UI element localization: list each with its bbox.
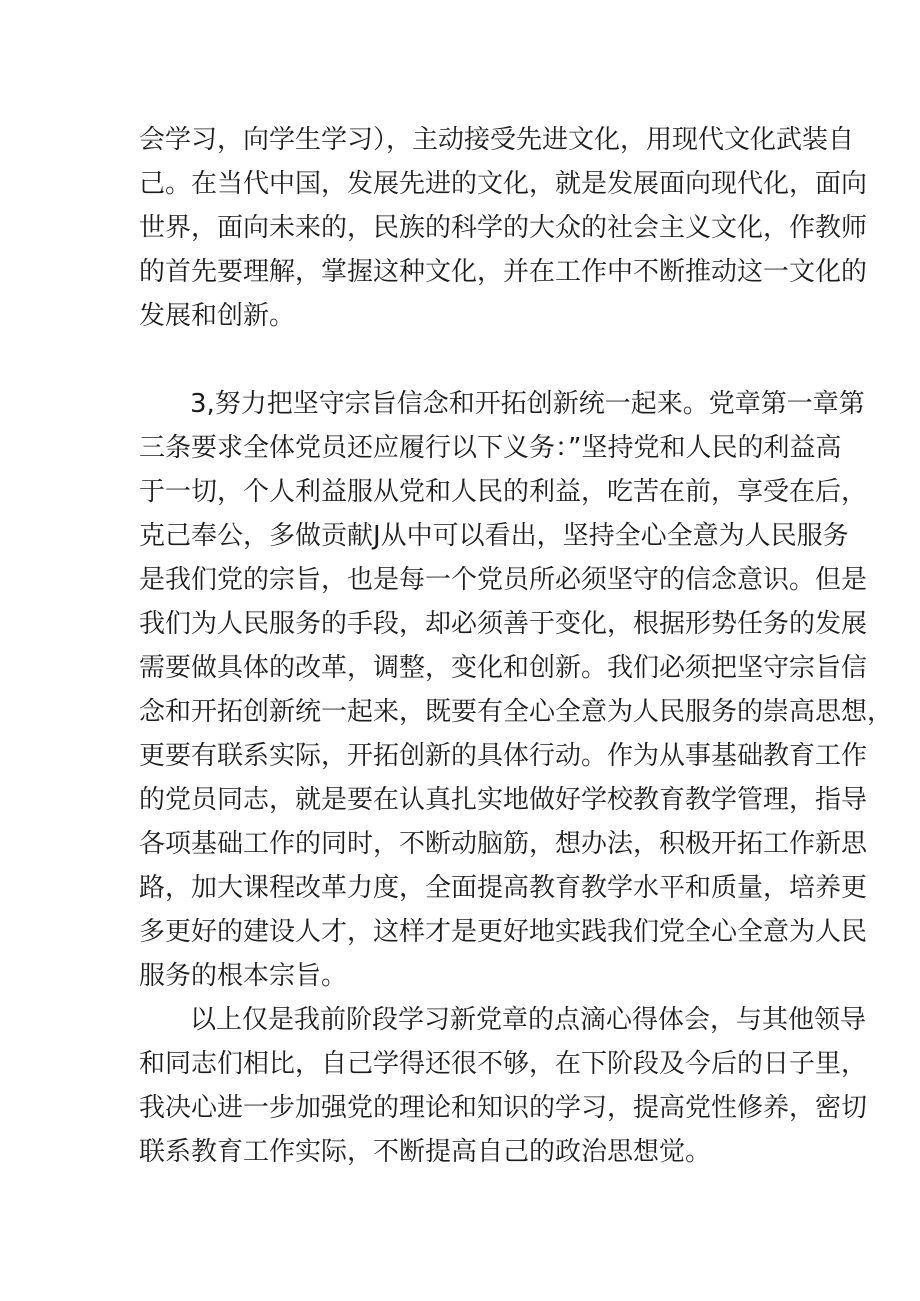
text-line: 联系教育工作实际，不断提高自己的政治思想觉。 <box>139 1137 712 1167</box>
text-line: 的首先要理解，掌握这种文化，并在工作中不断推动这一文化的 <box>139 257 868 287</box>
text-line: 以上仅是我前阶段学习新党章的点滴心得体会，与其他领导 <box>190 1005 867 1035</box>
text-line: 需要做具体的改革，调整，变化和创新。我们必须把坚守宗旨信 <box>139 653 868 683</box>
text-line: 的党员同志，就是要在认真扎实地做好学校教育教学管理，指导 <box>139 785 868 815</box>
text-line: 会学习，向学生学习），主动接受先进文化，用现代文化武装自 <box>139 125 855 155</box>
text-line: 多更好的建设人才，这样才是更好地实践我们党全心全意为人民 <box>139 917 868 947</box>
text-line: 是我们党的宗旨，也是每一个党员所必须坚守的信念意识。但是 <box>139 565 868 595</box>
text-line: 各项基础工作的同时，不断动脑筋，想办法，积极开拓工作新思 <box>139 829 868 859</box>
text-line: 3,努力把坚守宗旨信念和开拓创新统一起来。党章第一章第 <box>190 389 865 419</box>
text-line: 于一切，个人利益服从党和人民的利益，吃苦在前，享受在后， <box>139 477 868 507</box>
text-line: 和同志们相比，自己学得还很不够，在下阶段及今后的日子里， <box>139 1049 868 1079</box>
text-line: 三条要求全体党员还应履行以下义务：”坚持党和人民的利益高 <box>139 433 842 463</box>
text-line: 我决心进一步加强党的理论和知识的学习，提高党性修养，密切 <box>139 1093 868 1123</box>
text-line: 更要有联系实际，开拓创新的具体行动。作为从事基础教育工作 <box>139 741 868 771</box>
text-line: 发展和创新。 <box>139 301 296 331</box>
text-line: 念和开拓创新统一起来，既要有全心全意为人民服务的崇高思想， <box>139 697 894 727</box>
text-line: 路，加大课程改革力度，全面提高教育教学水平和质量，培养更 <box>139 873 868 903</box>
text-line: 克己奉公，多做贡献J从中可以看出，坚持全心全意为人民服务 <box>139 521 849 551</box>
text-line: 服务的根本宗旨。 <box>139 961 348 991</box>
text-line: 己。在当代中国，发展先进的文化，就是发展面向现代化，面向 <box>139 169 868 199</box>
text-line: 我们为人民服务的手段，却必须善于变化，根据形势任务的发展 <box>139 609 868 639</box>
text-line: 世界，面向未来的，民族的科学的大众的社会主义文化，作教师 <box>139 213 868 243</box>
